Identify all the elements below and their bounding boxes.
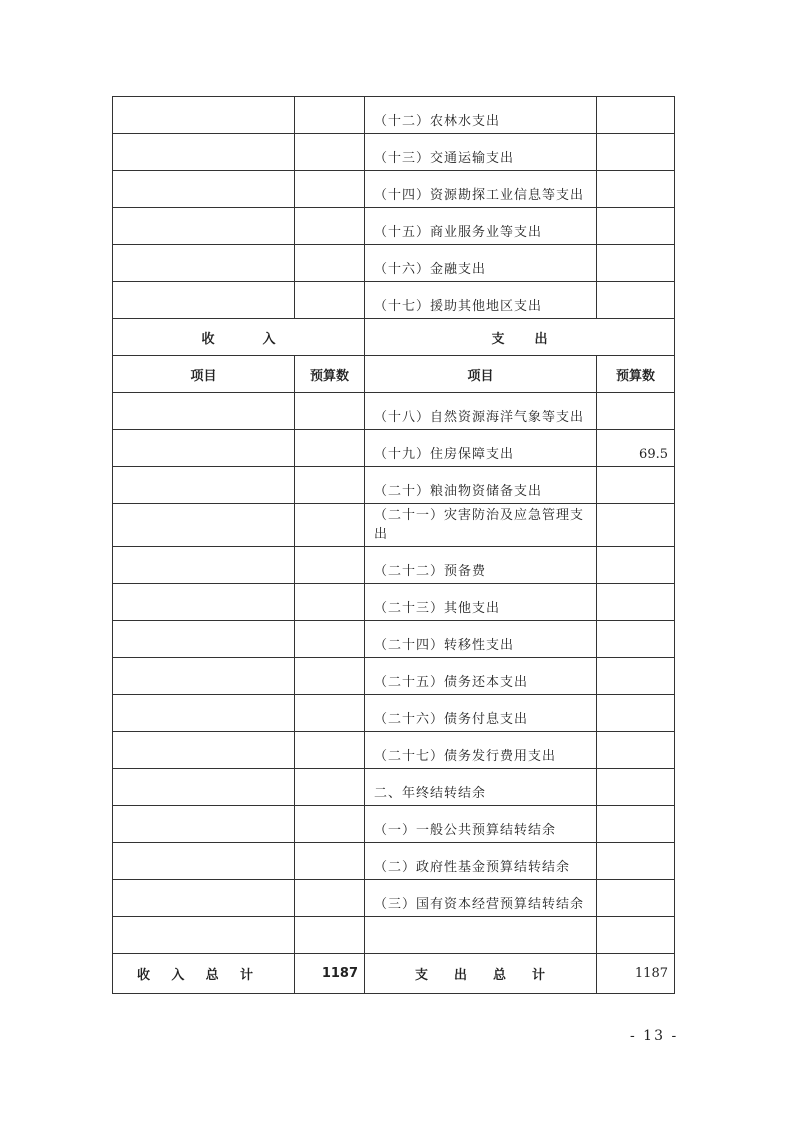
expense-amount-cell [597,769,675,806]
expense-item-cell [365,917,597,954]
expense-item-cell: （二）政府性基金预算结转结余 [365,843,597,880]
expense-total-value: 1187 [597,954,675,994]
income-total-char: 总 [205,968,219,983]
income-amount-cell [295,547,365,584]
income-amount-cell [295,621,365,658]
table-row [113,504,675,547]
income-total-value: 1187 [295,954,365,994]
expense-item-cell: （二十四）转移性支出 [365,621,597,658]
expense-amount-cell [597,695,675,732]
expense-header-char: 支 [491,331,505,347]
expense-amount-cell [597,467,675,504]
income-amount-cell [295,134,365,171]
expense-amount-cell: 69.5 [597,430,675,467]
table-row [113,658,675,695]
income-amount-cell [295,393,365,430]
income-item-cell [113,658,295,695]
income-amount-cell [295,245,365,282]
income-item-cell [113,769,295,806]
expense-amount-cell [597,880,675,917]
table-row [113,245,675,282]
income-amount-cell [295,171,365,208]
income-amount-cell [295,769,365,806]
expense-item-cell: （二十二）预备费 [365,547,597,584]
expense-item-cell: 二、年终结转结余 [365,769,597,806]
income-amount-cell [295,430,365,467]
income-item-cell [113,97,295,134]
column-header-row [113,356,675,393]
table-row [113,393,675,430]
income-total-label [113,954,295,994]
expense-item-cell: （十四）资源勘探工业信息等支出 [365,171,597,208]
income-item-cell [113,171,295,208]
expense-item-cell: （二十七）债务发行费用支出 [365,732,597,769]
income-item-cell [113,843,295,880]
expense-item-cell: （十九）住房保障支出 [365,430,597,467]
income-total-char: 计 [239,968,253,983]
table-row [113,843,675,880]
income-amount-cell [295,732,365,769]
income-item-cell [113,806,295,843]
table-row [113,769,675,806]
expense-amount-cell [597,547,675,584]
section-header-row [113,319,675,356]
expense-amount-cell [597,282,675,319]
income-amount-header: 预算数 [295,356,365,393]
expense-total-char: 总 [492,968,506,983]
income-item-cell [113,732,295,769]
table-row [113,695,675,732]
income-amount-cell [295,467,365,504]
income-amount-cell [295,843,365,880]
expense-amount-cell [597,208,675,245]
income-item-cell [113,621,295,658]
income-amount-cell [295,695,365,732]
income-amount-cell [295,97,365,134]
income-item-cell [113,917,295,954]
table-row [113,171,675,208]
table-row [113,467,675,504]
expense-amount-cell [597,393,675,430]
income-item-cell [113,134,295,171]
expense-amount-cell [597,806,675,843]
income-item-cell [113,467,295,504]
expense-total-char: 出 [453,968,467,983]
expense-item-cell: （三）国有资本经营预算结转结余 [365,880,597,917]
expense-amount-cell [597,658,675,695]
expense-amount-cell [597,245,675,282]
totals-row [113,954,675,994]
expense-section-header [365,319,675,356]
page-number: - 13 - [630,1028,679,1044]
income-header-char: 入 [262,331,276,347]
table-row [113,880,675,917]
table-row [113,547,675,584]
table-row [113,584,675,621]
table-row [113,97,675,134]
income-amount-cell [295,658,365,695]
income-item-cell [113,208,295,245]
expense-item-cell: （二十）粮油物资储备支出 [365,467,597,504]
expense-item-cell: （二十五）债务还本支出 [365,658,597,695]
income-total-char: 入 [171,968,185,983]
expense-item-cell: （二十三）其他支出 [365,584,597,621]
budget-table [112,96,675,994]
income-item-cell [113,393,295,430]
income-amount-cell [295,282,365,319]
income-item-cell [113,430,295,467]
income-header-char: 收 [201,331,215,347]
income-item-cell [113,504,295,547]
expense-amount-cell [597,917,675,954]
expense-amount-cell [597,171,675,208]
expense-amount-cell [597,504,675,547]
expense-amount-header: 预算数 [597,356,675,393]
expense-item-cell: （一）一般公共预算结转结余 [365,806,597,843]
income-amount-cell [295,208,365,245]
expense-amount-cell [597,843,675,880]
expense-amount-cell [597,134,675,171]
expense-amount-cell [597,732,675,769]
income-amount-cell [295,880,365,917]
income-item-cell [113,282,295,319]
income-amount-cell [295,917,365,954]
expense-item-header: 项目 [365,356,597,393]
income-item-cell [113,584,295,621]
expense-item-cell: （十七）援助其他地区支出 [365,282,597,319]
income-item-cell [113,695,295,732]
income-item-cell [113,245,295,282]
expense-item-cell: （十三）交通运输支出 [365,134,597,171]
table-row [113,282,675,319]
expense-total-label [365,954,597,994]
income-amount-cell [295,806,365,843]
income-item-cell [113,547,295,584]
table-row [113,917,675,954]
table-row [113,806,675,843]
expense-amount-cell [597,97,675,134]
expense-amount-cell [597,584,675,621]
expense-item-cell: （十五）商业服务业等支出 [365,208,597,245]
expense-total-char: 支 [415,968,429,983]
expense-total-char: 计 [531,968,545,983]
expense-item-cell: （二十一）灾害防治及应急管理支出 [365,504,597,547]
table-row [113,134,675,171]
expense-item-cell: （十八）自然资源海洋气象等支出 [365,393,597,430]
expense-header-char: 出 [534,331,548,347]
income-item-cell [113,880,295,917]
income-item-header: 项目 [113,356,295,393]
table-row [113,430,675,467]
income-section-header [113,319,365,356]
income-total-char: 收 [137,968,151,983]
table-row [113,732,675,769]
table-row [113,621,675,658]
table-row [113,208,675,245]
income-amount-cell [295,584,365,621]
expense-item-cell: （十二）农林水支出 [365,97,597,134]
expense-amount-cell [597,621,675,658]
expense-item-cell: （十六）金融支出 [365,245,597,282]
expense-item-cell: （二十六）债务付息支出 [365,695,597,732]
income-amount-cell [295,504,365,547]
